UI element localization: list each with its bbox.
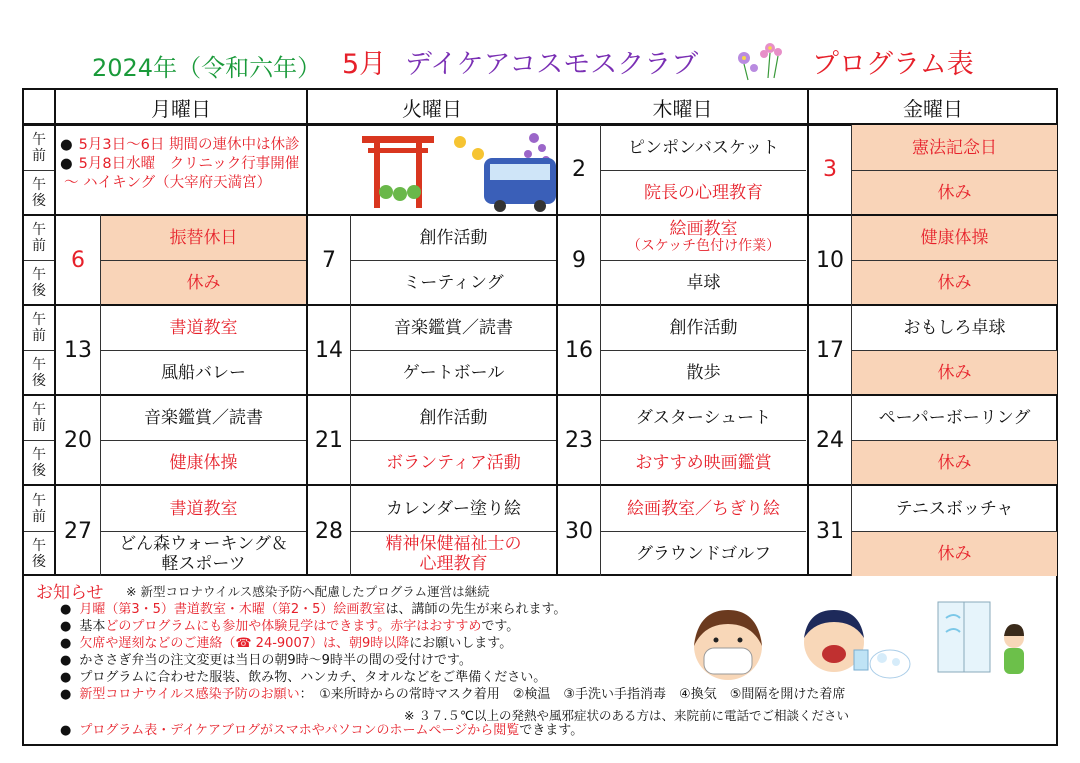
date-23: 23 xyxy=(565,427,593,453)
page-title xyxy=(0,38,1080,82)
header-friday: 金曜日 xyxy=(903,97,963,121)
activity-cell: カレンダー塗り絵 xyxy=(386,498,521,519)
notice-title: お知らせ xyxy=(36,583,104,603)
am-label: 午 前 xyxy=(32,222,46,254)
am-label: 午 前 xyxy=(32,131,46,164)
activity-cell: ゲートボール xyxy=(402,362,505,383)
date-31: 31 xyxy=(816,518,844,544)
header-thursday: 木曜日 xyxy=(652,97,713,121)
notice-section xyxy=(22,576,1058,746)
hiking-illustration-icon xyxy=(356,128,556,214)
date-14: 14 xyxy=(315,337,343,363)
activity-cell: 創作活動 xyxy=(419,408,488,428)
date-7: 7 xyxy=(322,247,336,273)
notice-fever-note: ※ ３７.５℃以上の発熱や風邪症状のある方は、来院前に電話でご相談ください xyxy=(404,708,849,723)
date-16: 16 xyxy=(565,337,593,363)
handwash-gargle-icon xyxy=(794,602,914,688)
activity-cell: 振替休日 xyxy=(101,216,306,260)
date-3: 3 xyxy=(823,157,837,182)
activity-cell: 休み xyxy=(852,171,1057,214)
activity-cell: 精神保健福祉士の 心理教育 xyxy=(385,534,522,574)
activity-cell: テニスボッチャ xyxy=(895,498,1014,519)
date-30: 30 xyxy=(565,518,593,544)
activity-cell: 休み xyxy=(101,261,306,304)
notice-item: ● プログラム表・デイケアブログがスマホやパソコンのホームページから閲覧できます。 xyxy=(60,723,584,738)
date-24: 24 xyxy=(816,427,844,453)
activity-cell: グラウンドゴルフ xyxy=(635,544,772,564)
date-20: 20 xyxy=(64,427,92,453)
activity-cell: 休み xyxy=(852,532,1057,576)
title-month: 5月 xyxy=(342,49,387,80)
activity-cell: 休み xyxy=(852,441,1057,484)
notice-item: ● かささぎ弁当の注文変更は当日の朝9時〜9時半の間の受付けです。 xyxy=(60,653,472,668)
pm-label: 午 後 xyxy=(32,356,46,389)
activity-cell: 卓球 xyxy=(686,272,721,293)
date-27: 27 xyxy=(64,518,92,544)
activity-cell: 音楽鑑賞／読書 xyxy=(394,318,513,338)
activity-cell: 絵画教室／ちぎり絵 xyxy=(627,498,780,519)
activity-cell: 憲法記念日 xyxy=(852,125,1057,170)
notice-item: ● 月曜（第3・5）書道教室・木曜（第2・5）絵画教室は、講師の先生が来られます。 xyxy=(60,602,567,617)
header-monday: 月曜日 xyxy=(151,97,211,121)
activity-cell: ボランティア活動 xyxy=(386,452,521,473)
am-label: 午 前 xyxy=(32,402,46,434)
date-13: 13 xyxy=(64,337,92,363)
title-program: プログラム表 xyxy=(812,49,974,80)
activity-cell: 散歩 xyxy=(686,362,721,383)
activity-cell: 休み xyxy=(852,261,1057,304)
activity-cell: 書道教室 xyxy=(169,318,238,338)
header-tuesday: 火曜日 xyxy=(402,97,462,121)
notice-item: ● プログラムに合わせた服装、飲み物、ハンカチ、タオルなどをご準備ください。 xyxy=(60,670,547,685)
date-28: 28 xyxy=(315,518,343,544)
activity-cell: 風船バレー xyxy=(161,362,246,383)
cosmos-flower-icon xyxy=(730,38,786,82)
pm-label: 午 後 xyxy=(32,538,46,570)
pm-label: 午 後 xyxy=(32,266,46,299)
activity-cell: 音楽鑑賞／読書 xyxy=(144,408,263,428)
date-10: 10 xyxy=(816,247,844,273)
am-label: 午 前 xyxy=(32,312,46,344)
activity-cell: どん森ウォーキング＆ 軽スポーツ xyxy=(119,534,288,574)
activity-cell: 絵画教室 （スケッチ色付け作業） xyxy=(626,219,781,254)
program-calendar xyxy=(22,88,1058,576)
mask-person-icon xyxy=(688,606,768,686)
activity-cell: ペーパーボーリング xyxy=(878,408,1031,428)
date-2: 2 xyxy=(572,157,586,182)
date-6: 6 xyxy=(71,247,85,273)
ventilation-window-icon xyxy=(934,598,1034,688)
holiday-notice: ● 5月3日〜6日 期間の連休中は休診 ● 5月8日水曜 クリニック行事開催 〜 ハイキング（大宰府天満宮） xyxy=(60,137,300,191)
notice-item: ● 基本どのプログラムにも参加や体験見学はできます。赤字はおすすめです。 xyxy=(60,619,520,634)
activity-cell: 創作活動 xyxy=(669,318,738,338)
date-17: 17 xyxy=(816,337,844,363)
activity-cell: おすすめ映画鑑賞 xyxy=(635,452,772,473)
date-9: 9 xyxy=(572,247,586,273)
title-year: 2024年（令和六年） xyxy=(92,54,322,82)
activity-cell: 書道教室 xyxy=(169,498,238,519)
activity-cell: 健康体操 xyxy=(169,452,238,473)
activity-cell: 創作活動 xyxy=(419,228,488,248)
activity-cell: 休み xyxy=(852,351,1057,394)
notice-item: ● 欠席や遅刻などのご連絡（☎ 24-9007）は、朝9時以降にお願いします。 xyxy=(60,636,513,651)
notice-item: ● 新型コロナウイルス感染予防のお願い： ①来所時からの常時マスク着用 ②検温 ③手洗い手指消毒 ④換気 ⑤間隔を開けた着席 xyxy=(60,687,846,702)
activity-cell: おもしろ卓球 xyxy=(903,318,1006,338)
pm-label: 午 後 xyxy=(32,446,46,479)
am-label: 午 前 xyxy=(32,492,46,525)
title-name: デイケアコスモスクラブ xyxy=(405,49,699,80)
pm-label: 午 後 xyxy=(32,176,46,209)
activity-cell: ダスターシュート xyxy=(635,408,772,428)
activity-cell: 院長の心理教育 xyxy=(644,182,763,203)
date-21: 21 xyxy=(315,427,343,453)
notice-covid-note: ※ 新型コロナウイルス感染予防へ配慮したプログラム運営は継続 xyxy=(126,584,490,599)
activity-cell: ミーティング xyxy=(403,272,504,293)
activity-cell: ピンポンバスケット xyxy=(628,137,779,158)
activity-cell: 健康体操 xyxy=(852,216,1057,260)
